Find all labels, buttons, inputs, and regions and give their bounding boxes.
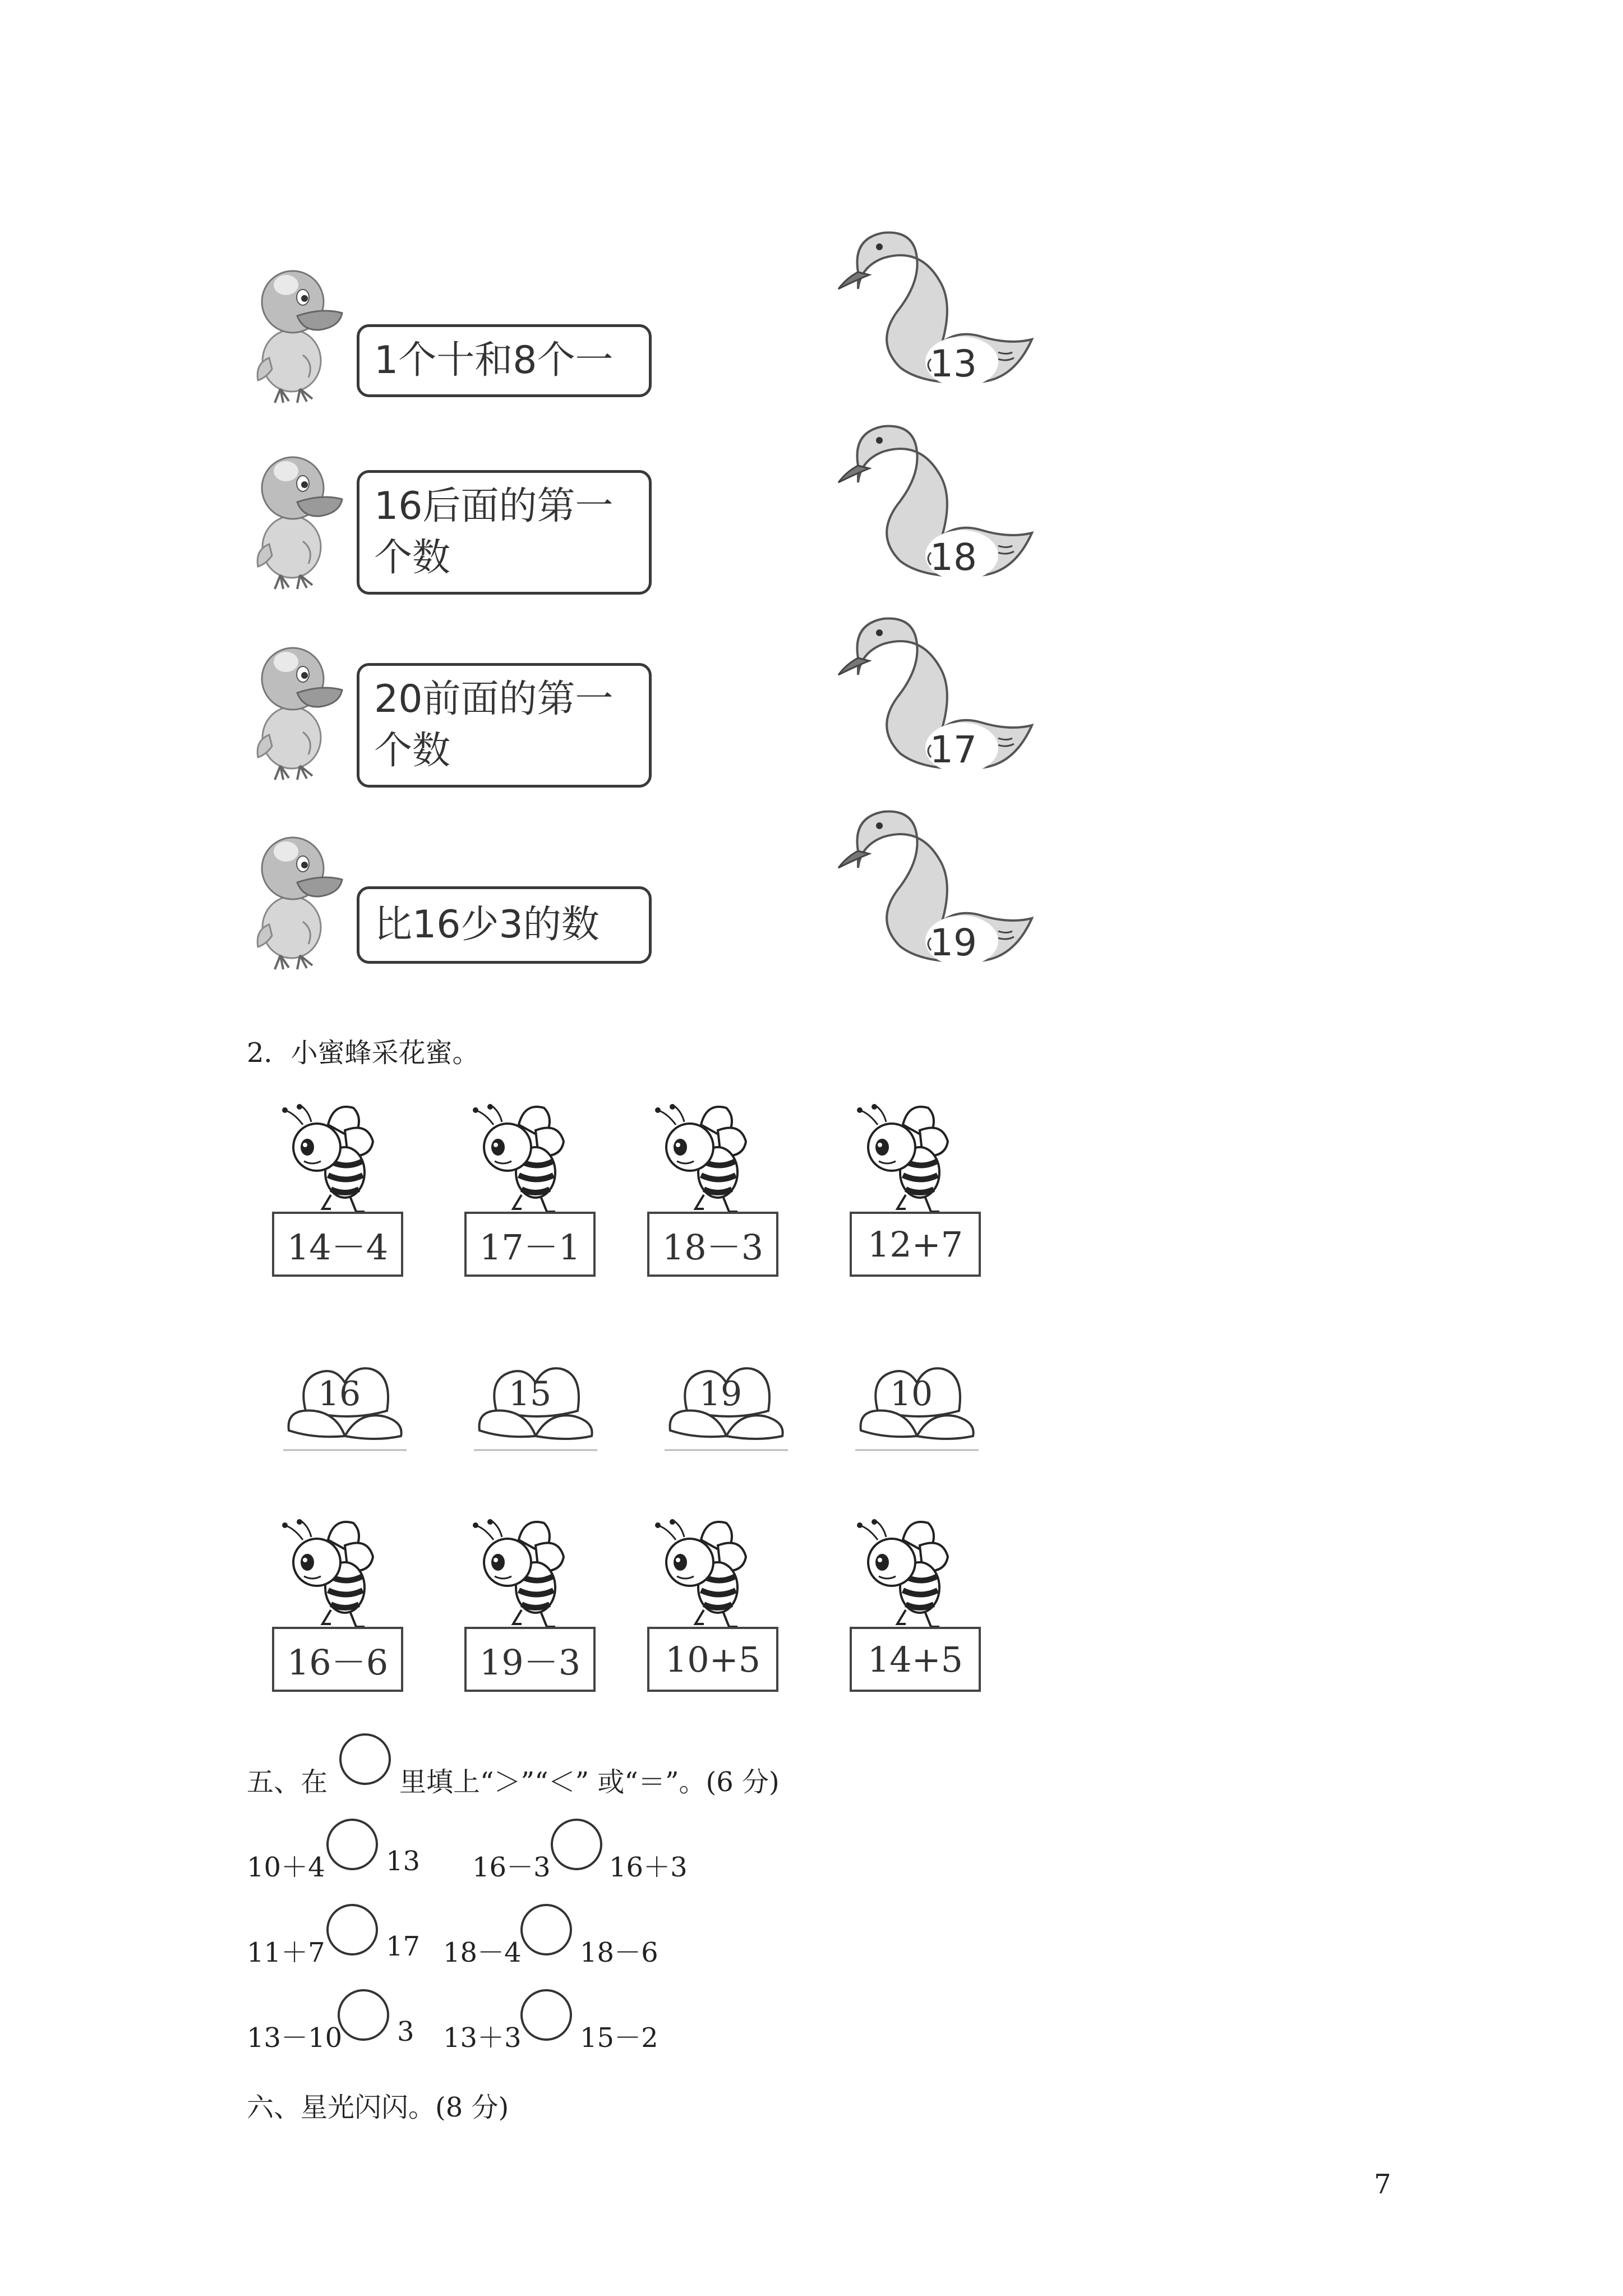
- compare-right: 15－2: [580, 2022, 658, 2054]
- flower-number[interactable]: 19: [699, 1374, 743, 1414]
- clue-text-line: 16后面的第一: [374, 484, 614, 528]
- duck-icon: [247, 829, 353, 975]
- bee-expression-box[interactable]: 19－3: [464, 1627, 596, 1692]
- answer-circle[interactable]: [520, 1989, 572, 2041]
- compare-right: 13: [386, 1846, 421, 1877]
- bee-icon: [275, 1102, 387, 1214]
- star-section-title: 六、星光闪闪。(8 分): [247, 2092, 509, 2123]
- compare-left: 13－10: [247, 2022, 343, 2054]
- compare-left: 11＋7: [247, 1937, 325, 1968]
- clue-box-2[interactable]: [357, 470, 652, 595]
- compare-left: 13＋3: [443, 2022, 522, 2054]
- duck-icon: [247, 639, 353, 785]
- clue-text: 1个十和8个一: [374, 338, 614, 383]
- compare-left: 10＋4: [247, 1852, 325, 1883]
- answer-circle[interactable]: [326, 1819, 378, 1870]
- bee-icon: [275, 1517, 387, 1630]
- bee-expression-box[interactable]: 14－4: [272, 1212, 403, 1277]
- bee-expression-box[interactable]: 14+5: [850, 1627, 981, 1692]
- swan-number[interactable]: 13: [930, 342, 977, 385]
- bee-icon: [850, 1517, 962, 1630]
- bee-expression-box[interactable]: 12+7: [850, 1212, 981, 1277]
- compare-section-title-start: 五、在: [247, 1766, 328, 1798]
- bee-icon: [648, 1517, 760, 1630]
- swan-number[interactable]: 17: [930, 728, 977, 771]
- answer-circle[interactable]: [338, 1989, 389, 2041]
- flower-number[interactable]: 10: [889, 1374, 933, 1414]
- bee-icon: [465, 1517, 578, 1630]
- flower-number[interactable]: 16: [317, 1374, 361, 1414]
- clue-text: 比16少3的数: [374, 903, 600, 947]
- clue-box-1[interactable]: [357, 324, 652, 397]
- bee-icon: [850, 1102, 962, 1214]
- compare-left: 18－4: [443, 1937, 522, 1968]
- swan-number[interactable]: 18: [930, 536, 977, 579]
- bee-section-title: 2．小蜜蜂采花蜜。: [247, 1037, 479, 1069]
- answer-circle[interactable]: [551, 1819, 602, 1870]
- compare-right: 18－6: [580, 1937, 658, 1968]
- duck-icon: [247, 449, 353, 595]
- flower-number[interactable]: 15: [508, 1374, 552, 1414]
- bee-expression-box[interactable]: 10+5: [647, 1627, 778, 1692]
- clue-text-line: 个数: [374, 536, 451, 580]
- duck-icon: [247, 263, 353, 408]
- page-number: 7: [1374, 2169, 1391, 2200]
- clue-text-line: 20前面的第一: [374, 677, 614, 721]
- bee-icon: [465, 1102, 578, 1214]
- compare-section-title-end: 里填上“＞”“＜” 或“＝”。(6 分): [399, 1766, 780, 1798]
- bee-expression-box[interactable]: 18－3: [647, 1212, 778, 1277]
- clue-box-3[interactable]: [357, 663, 652, 788]
- swan-number[interactable]: 19: [930, 921, 977, 964]
- example-circle: [339, 1733, 391, 1785]
- compare-right: 3: [397, 2016, 414, 2047]
- answer-circle[interactable]: [520, 1904, 572, 1955]
- clue-text-line: 个数: [374, 729, 451, 773]
- compare-left: 16－3: [472, 1852, 551, 1883]
- bee-expression-box[interactable]: 17－1: [464, 1212, 596, 1277]
- compare-right: 17: [386, 1931, 421, 1962]
- bee-icon: [648, 1102, 760, 1214]
- bee-expression-box[interactable]: 16－6: [272, 1627, 403, 1692]
- clue-box-4[interactable]: [357, 886, 652, 964]
- answer-circle[interactable]: [326, 1904, 378, 1955]
- compare-right: 16＋3: [609, 1852, 688, 1883]
